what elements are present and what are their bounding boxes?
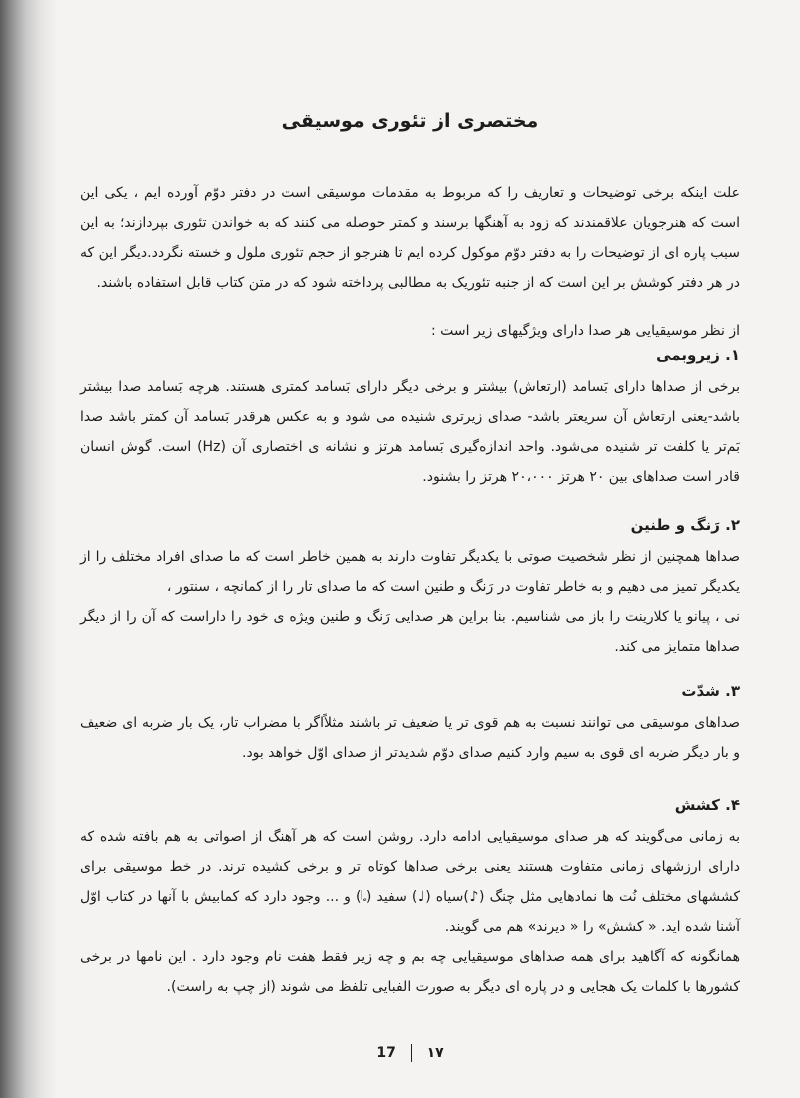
section-heading: ۱. زیروبمی [656, 346, 740, 364]
section-paragraph: به زمانی می‌گویند که هر صدای موسیقیایی ادامه دارد. روشن است که هر آهنگ از اصواتی به هم بافته شده که دارای ارزشهای زمانی متفاوت هستند یعنی برخی صداها کوتاه تر و برخی کشیده ترند. در خط موسیقی برای کششهای مختلف نُت ها نمادهایی مثل چنگ (♪)سیاه (♩) سفید (𝅗𝅥) و ... وجود دارد که کمابیش با آنها در کتاب اوّل آشنا شده اید. « کشش» را « دیرند» هم می گویند. [80, 829, 740, 935]
book-binding-shadow [0, 0, 58, 1098]
section-paragraph: صداها همچنین از نظر شخصیت صوتی با یکدیگر تفاوت دارند به همین خاطر است که ما صدای افراد مختلف را از یکدیگر تمیز می دهیم و به خاطر تفاوت در رَنگ و طنین است که ما صدای تار را از کمانچه ، سنتور ، [80, 549, 740, 595]
section-intensity [80, 678, 740, 768]
section-paragraph: همانگونه که آگاهید برای همه صداهای موسیقیایی چه بم و چه زیر فقط هفت نام وجود دارد . این نامها در برخی کشورها با کلمات یک هجایی و در پاره ای دیگر به صورت الفبایی تلفظ می شوند (از چپ به راست). [80, 949, 740, 995]
page-number-footer [80, 1044, 740, 1062]
section-timbre [80, 512, 740, 662]
section-paragraph: نی ، پیانو یا کلارینت را باز می شناسیم. بنا براین هر صدایی رَنگ و طنین ویژه ی خود را داراست که آن را از دیگر صداها متمایز می کند. [80, 609, 740, 655]
section-heading: ۲. رَنگ و طنین [630, 516, 740, 534]
book-page [80, 0, 740, 1098]
lead-sentence: از نظر موسیقیایی هر صدا دارای ویژگیهای زیر است : [430, 323, 740, 339]
section-paragraph: برخی از صداها دارای بَسامد (ارتعاش) بیشتر و برخی دیگر دارای بَسامد کمتری هستند. هرچه بَسامد صدا بیشتر باشد-یعنی ارتعاش آن سریعتر باشد- صدای زیرتری شنیده می شود و به عکس هرقدر بَسامد آن کمتر باشد صدا بَم‌تر یا کلفت تر شنیده می‌شود. واحد اندازه‌گیری بَسامد هرتز و نشانه ی اختصاری آن (Hz) است. گوش انسان قادر است صداهای بین ۲۰ هرتز ۲۰،۰۰۰ هرتز را بشنود. [80, 379, 740, 485]
section-pitch [80, 342, 740, 492]
section-heading: ۴. کشش [674, 796, 740, 814]
intro-paragraph: علت اینکه برخی توضیحات و تعاریف را که مربوط به مقدمات موسیقی است در دفتر دوّم آورده ایم ، یکی این است که هنرجویان علاقمندند که زود به آهنگها برسند و کمتر حوصله می کنند که به خواندن تئوری بپردازند؛ به این سبب پاره ای از توضیحات را به دفتر دوّم موکول کرده ایم تا هنرجو از حجم تئوری ملول و خسته نگردد.دیگر این که در هر دفتر کوشش بر این است که از جنبه تئوریک به مطالبی پرداخته شود که در متن کتاب قابل استفاده باشند. [80, 185, 740, 291]
page-title: مختصری از تئوری موسیقی [281, 110, 539, 132]
section-paragraph: صداهای موسیقی می توانند نسبت به هم قوی تر یا ضعیف تر باشند مثلاًاگر با مضراب تار، یک بار ضربه ای ضعیف و بار دیگر ضربه ای قوی به سیم وارد کنیم صدای دوّم شدیدتر از صدای اوّل خواهد بود. [80, 715, 740, 761]
page-number-divider [411, 1044, 412, 1062]
section-duration [80, 792, 740, 1002]
section-heading: ۳. شدّت [681, 682, 740, 700]
page-number-persian: ۱۷ [426, 1045, 444, 1061]
page-number-latin: 17 [376, 1045, 396, 1061]
